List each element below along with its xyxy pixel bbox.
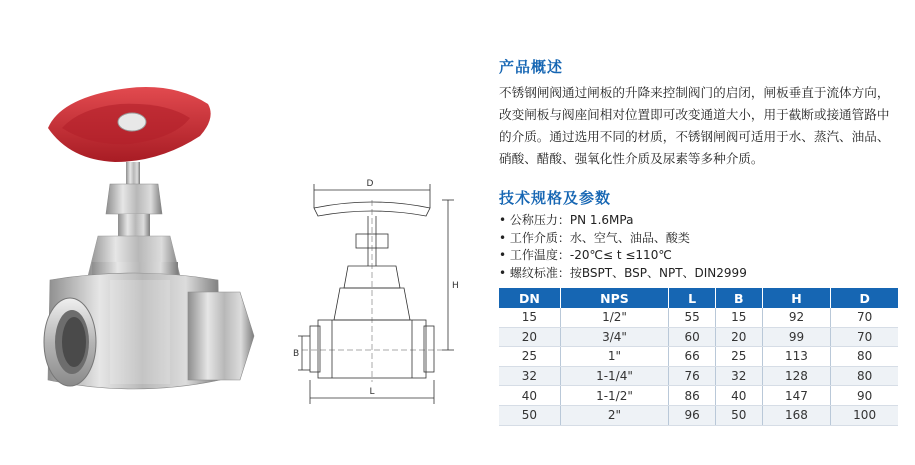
table-cell: 66 (669, 347, 716, 367)
column-header: D (831, 288, 898, 308)
table-cell: 80 (831, 366, 898, 386)
valve-dimension-drawing (292, 170, 464, 410)
table-cell: 70 (831, 308, 898, 327)
spec-item: • 工作温度：-20℃≤ t ≤110℃ (499, 247, 747, 265)
table-cell: 96 (669, 405, 716, 425)
table-cell: 168 (762, 405, 831, 425)
table-row (499, 347, 898, 367)
table-cell: 90 (831, 386, 898, 406)
table-cell: 20 (499, 327, 560, 347)
table-cell: 55 (669, 308, 716, 327)
table-cell: 15 (715, 308, 762, 327)
table-cell: 1-1/4" (560, 366, 668, 386)
table-row (499, 308, 898, 327)
table-cell: 50 (715, 405, 762, 425)
overview-title: 产品概述 (499, 58, 564, 76)
table-cell: 1/2" (560, 308, 668, 327)
table-cell: 25 (499, 347, 560, 367)
column-header: L (669, 288, 716, 308)
dimension-table (499, 288, 898, 426)
table-cell: 113 (762, 347, 831, 367)
dim-label-b: B (293, 349, 300, 359)
table-cell: 1" (560, 347, 668, 367)
table-cell: 32 (499, 366, 560, 386)
table-cell: 25 (715, 347, 762, 367)
spec-list (499, 212, 747, 282)
table-cell: 20 (715, 327, 762, 347)
table-cell: 1-1/2" (560, 386, 668, 406)
column-header: NPS (560, 288, 668, 308)
table-cell: 60 (669, 327, 716, 347)
dim-label-l: L (369, 387, 375, 397)
table-cell: 70 (831, 327, 898, 347)
table-cell: 100 (831, 405, 898, 425)
dim-label-h: H (452, 281, 459, 291)
table-cell: 86 (669, 386, 716, 406)
table-cell: 32 (715, 366, 762, 386)
overview-text: 不锈钢闸阀通过闸板的升降来控制阀门的启闭，闸板垂直于流体方向，改变闸板与阀座间相对位置即可改变通道大小，用于截断或接通管路中的介质。通过选用不同的材质，不锈钢闸阀可适用于水、蒸汽、油品、硝酸、醋酸、强氧化性介质及尿素等多种介质。 (499, 85, 890, 166)
table-cell: 40 (715, 386, 762, 406)
table-cell: 80 (831, 347, 898, 367)
table-row (499, 327, 898, 347)
table-cell: 147 (762, 386, 831, 406)
table-cell: 15 (499, 308, 560, 327)
table-header-row (499, 288, 898, 308)
column-header: B (715, 288, 762, 308)
table-cell: 99 (762, 327, 831, 347)
table-row (499, 405, 898, 425)
table-row (499, 366, 898, 386)
table-cell: 76 (669, 366, 716, 386)
table-cell: 2" (560, 405, 668, 425)
table-row (499, 386, 898, 406)
table-cell: 128 (762, 366, 831, 386)
gate-valve-photo (40, 80, 280, 425)
column-header: H (762, 288, 831, 308)
spec-item: • 公称压力：PN 1.6MPa (499, 212, 747, 230)
specs-title: 技术规格及参数 (499, 189, 612, 207)
column-header: DN (499, 288, 560, 308)
table-cell: 40 (499, 386, 560, 406)
spec-item: • 工作介质：水、空气、油品、酸类 (499, 230, 747, 248)
spec-item: • 螺纹标准：按BSPT、BSP、NPT、DIN2999 (499, 265, 747, 283)
table-cell: 50 (499, 405, 560, 425)
table-cell: 3/4" (560, 327, 668, 347)
dim-label-d: D (366, 179, 374, 189)
table-cell: 92 (762, 308, 831, 327)
